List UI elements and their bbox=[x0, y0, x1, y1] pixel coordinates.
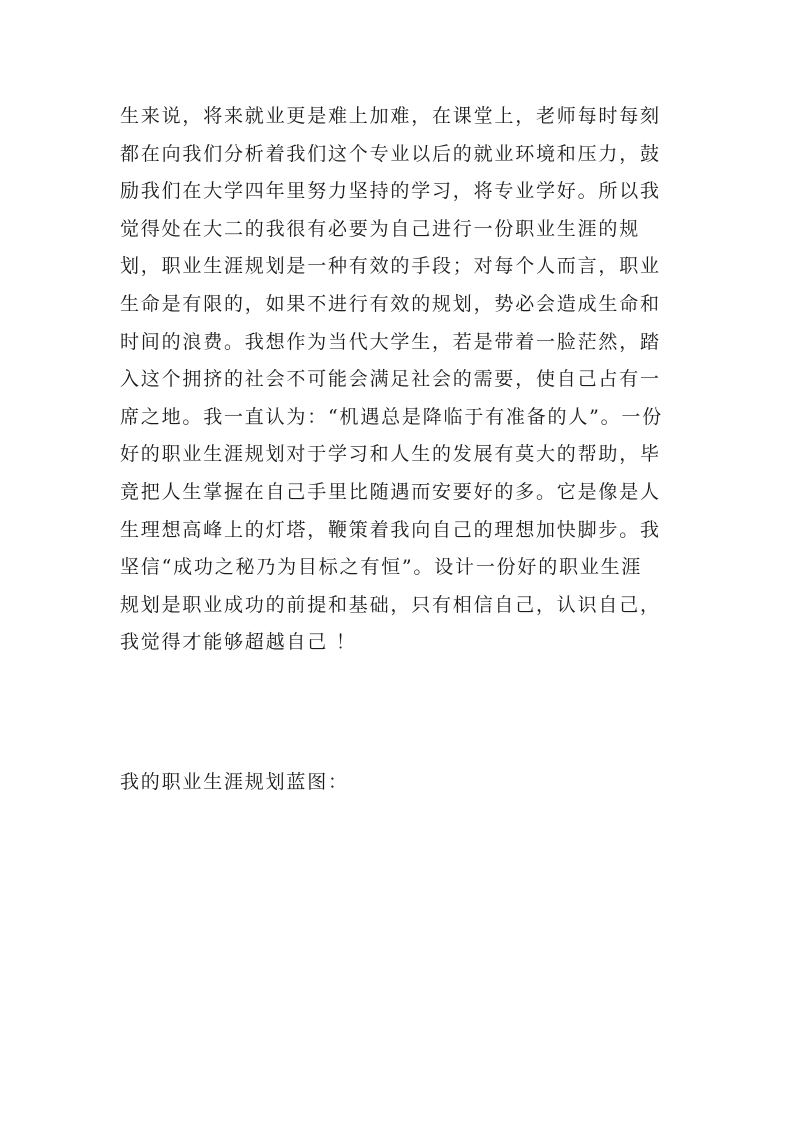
paragraph-line: 规划是职业成功的前提和基础，只有相信自己，认识自己， bbox=[120, 593, 661, 616]
paragraph-line: 坚信“成功之秘乃为目标之有恒”。设计一份好的职业生涯 bbox=[120, 556, 643, 579]
paragraph-line: 生理想高峰上的灯塔，鞭策着我向自己的理想加快脚步。我 bbox=[120, 518, 661, 541]
paragraph-line: 励我们在大学四年里努力坚持的学习，将专业学好。所以我 bbox=[120, 180, 661, 203]
blueprint-heading: 我的职业生涯规划蓝图： bbox=[120, 771, 349, 793]
paragraph-line: 好的职业生涯规划对于学习和人生的发展有莫大的帮助，毕 bbox=[120, 443, 661, 466]
paragraph-line: 竟把人生掌握在自己手里比随遇而安要好的多。它是像是人 bbox=[120, 480, 661, 503]
paragraph-line: 生命是有限的，如果不进行有效的规划，势必会造成生命和 bbox=[120, 292, 661, 315]
paragraph-line: 我觉得才能够超越自己 ！ bbox=[120, 631, 357, 654]
paragraph-line: 都在向我们分析着我们这个专业以后的就业环境和压力，鼓 bbox=[120, 142, 661, 165]
paragraph-line: 入这个拥挤的社会不可能会满足社会的需要，使自己占有一 bbox=[120, 368, 661, 391]
paragraph-line: 时间的浪费。我想作为当代大学生，若是带着一脸茫然，踏 bbox=[120, 330, 661, 353]
paragraph-line: 席之地。我一直认为：“机遇总是降临于有准备的人”。一份 bbox=[120, 405, 664, 428]
paragraph-line: 划，职业生涯规划是一种有效的手段；对每个人而言，职业 bbox=[120, 255, 661, 278]
body-paragraph bbox=[120, 98, 680, 662]
paragraph-line: 觉得处在大二的我很有必要为自己进行一份职业生涯的规 bbox=[120, 217, 641, 240]
paragraph-line: 生来说，将来就业更是难上加难，在课堂上，老师每时每刻 bbox=[120, 105, 661, 127]
